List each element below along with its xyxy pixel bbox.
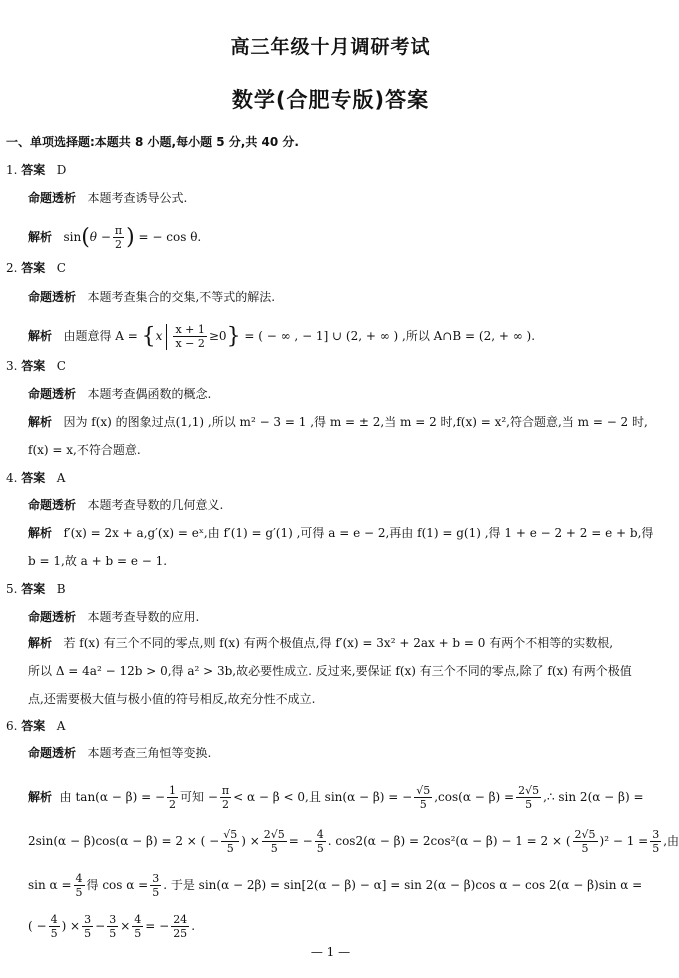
- q6-l4-b: ) ×: [61, 919, 81, 933]
- analysis-label: 解析: [28, 790, 53, 804]
- q6-l1-c: < α − β < 0,且 sin(α − β) = −: [233, 790, 413, 804]
- question-5-intent: [28, 610, 199, 625]
- q6-l4-a: ( −: [28, 919, 47, 933]
- q6-l2-b: ) ×: [241, 834, 260, 848]
- question-2-analysis: [28, 323, 535, 350]
- q6-l2-f: ,由: [663, 834, 679, 848]
- analysis-label: 解析: [28, 230, 53, 244]
- q6-l4-c: −: [95, 919, 106, 933]
- q2-math-post: = ( − ∞ , − 1] ∪ (2, + ∞ ) ,所以 A∩B = (2, + ∞ ).: [244, 329, 536, 343]
- q2-rbrace: }: [226, 324, 241, 349]
- question-number: 1.: [6, 163, 18, 177]
- q6-l3-c: . 于是 sin(α − 2β) = sin[2(α − β) − α] = sin 2(α − β)cos α − cos 2(α − β)sin α =: [163, 878, 643, 892]
- q6-l1-b: 可知 −: [180, 790, 218, 804]
- q1-theta: θ −: [89, 230, 111, 244]
- q6-l1-d: ,cos(α − β) =: [434, 790, 515, 804]
- q6-l1-frac-4: $\frac{2√5}{5}$: [518, 784, 540, 811]
- answer-choice: D: [56, 163, 67, 177]
- q5-line-2: 所以 Δ = 4a² − 12b > 0,得 a² > 3b,故必要性成立. 反过来,要保证 f(x) 有三个不同的零点,除了 f(x) 有两个极值: [28, 664, 632, 678]
- question-6-analysis-line-4: [28, 913, 195, 940]
- q6-l3-frac-1: $\frac{4}{5}$: [75, 872, 83, 899]
- question-6-answer: [6, 719, 65, 734]
- question-4-answer: [6, 471, 65, 486]
- q2-math-pre: 由题意得 A =: [63, 329, 138, 343]
- intent-text: 本题考查诱导公式.: [87, 191, 188, 205]
- intent-text: 本题考查偶函数的概念.: [87, 387, 212, 401]
- question-1-analysis: [28, 224, 201, 251]
- question-5-answer: [6, 582, 66, 597]
- intent-text: 本题考查导数的几何意义.: [87, 498, 224, 512]
- analysis-label: 解析: [28, 415, 53, 429]
- q6-l2-e: )² − 1 =: [599, 834, 649, 848]
- q6-l1-frac-1: $\frac{1}{2}$: [169, 784, 177, 811]
- section-heading: 一、单项选择题:本题共 8 小题,每小题 5 分,共 40 分.: [6, 135, 299, 149]
- intent-text: 本题考查导数的应用.: [87, 610, 200, 624]
- q6-l2-frac-3: $\frac{4}{5}$: [316, 828, 324, 855]
- intent-text: 本题考查集合的交集,不等式的解法.: [87, 290, 276, 304]
- q5-line-3: 点,还需要极大值与极小值的符号相反,故充分性不成立.: [28, 692, 316, 706]
- analysis-label: 解析: [28, 526, 53, 540]
- q1-math-pre: sin: [63, 230, 82, 244]
- q6-l4-frac-3: $\frac{3}{5}$: [109, 913, 117, 940]
- q6-l2-a: 2sin(α − β)cos(α − β) = 2 × ( −: [28, 834, 220, 848]
- intent-label: 命题透析: [28, 290, 77, 304]
- q6-l1-a: 由 tan(α − β) = −: [59, 790, 166, 804]
- q6-l1-frac-2: $\frac{\pi}{2}$: [221, 784, 230, 811]
- question-1-intent: [28, 191, 187, 206]
- question-6-analysis-line-1: [28, 784, 644, 811]
- question-6-intent: [28, 746, 211, 761]
- question-number: 5.: [6, 582, 18, 596]
- intent-label: 命题透析: [28, 498, 77, 512]
- question-6-analysis-line-3: [28, 872, 642, 899]
- q6-l4-d: ×: [120, 919, 131, 933]
- question-6-analysis-line-2: [28, 828, 679, 855]
- q6-l1-frac-3: $\frac{√5}{5}$: [416, 784, 431, 811]
- answer-choice: A: [56, 471, 66, 485]
- answer-label: 答案: [21, 163, 46, 177]
- q2-divider: [166, 324, 167, 350]
- question-3-intent: [28, 387, 211, 402]
- q6-l2-d: . cos2(α − β) = 2cos²(α − β) − 1 = 2 × (: [327, 834, 571, 848]
- q6-l3-a: sin α =: [28, 878, 72, 892]
- q6-l3-b: 得 cos α =: [86, 878, 149, 892]
- answer-choice: A: [56, 719, 66, 733]
- exam-title: 高三年级十月调研考试: [230, 36, 431, 58]
- q5-line-1: 若 f(x) 有三个不同的零点,则 f(x) 有两个极值点,得 f′(x) = 3x² + 2ax + b = 0 有两个不相等的实数根,: [63, 636, 614, 650]
- q6-l4-frac-2: $\frac{3}{5}$: [84, 913, 92, 940]
- q6-l2-frac-5: $\frac{3}{5}$: [652, 828, 660, 855]
- q3-line-1: 因为 f(x) 的图象过点(1,1) ,所以 m² − 3 = 1 ,得 m = ± 2,当 m = 2 时,f(x) = x²,符合题意,当 m = − 2 时,: [63, 415, 648, 429]
- question-2-intent: [28, 290, 275, 305]
- q1-lparen: (: [81, 225, 90, 250]
- question-number: 4.: [6, 471, 18, 485]
- question-number: 2.: [6, 261, 18, 275]
- answer-choice: B: [56, 582, 66, 596]
- q6-l4-frac-5: $\frac{24}{25}$: [173, 913, 188, 940]
- answer-label: 答案: [21, 582, 46, 596]
- intent-label: 命题透析: [28, 191, 77, 205]
- q3-line-2: f(x) = x,不符合题意.: [28, 443, 141, 457]
- question-1-answer: [6, 163, 66, 178]
- q6-l4-frac-1: $\frac{4}{5}$: [50, 913, 58, 940]
- q6-l2-frac-4: $\frac{2√5}{5}$: [574, 828, 596, 855]
- q6-l4-f: .: [191, 919, 196, 933]
- answer-choice: C: [56, 261, 66, 275]
- question-3-answer: [6, 359, 66, 374]
- q2-x: x: [155, 329, 163, 343]
- question-4-intent: [28, 498, 223, 513]
- q6-l4-frac-4: $\frac{4}{5}$: [134, 913, 142, 940]
- question-5-analysis: [28, 636, 613, 651]
- q2-lbrace: {: [141, 324, 156, 349]
- q2-fraction: $\frac{x + 1}{x - 2}$: [175, 323, 205, 350]
- intent-label: 命题透析: [28, 610, 77, 624]
- exam-subtitle: 数学(合肥专版)答案: [231, 88, 430, 112]
- analysis-label: 解析: [28, 329, 53, 343]
- q6-l2-frac-1: $\frac{√5}{5}$: [223, 828, 238, 855]
- question-number: 6.: [6, 719, 18, 733]
- q4-line-1: f′(x) = 2x + a,g′(x) = eˣ,由 f′(1) = g′(1) ,可得 a = e − 2,再由 f(1) = g(1) ,得 1 + e − 2 + 2 = e + b,得: [63, 526, 654, 540]
- analysis-label: 解析: [28, 636, 53, 650]
- question-2-answer: [6, 261, 66, 276]
- q6-l2-frac-2: $\frac{2√5}{5}$: [263, 828, 285, 855]
- q2-cond: ≥0: [208, 329, 227, 343]
- q1-rparen: ): [126, 225, 135, 250]
- q1-math-post: = − cos θ.: [138, 230, 202, 244]
- q6-l2-c: = −: [288, 834, 313, 848]
- intent-text: 本题考查三角恒等变换.: [87, 746, 212, 760]
- answer-choice: C: [56, 359, 66, 373]
- intent-label: 命题透析: [28, 746, 77, 760]
- q6-l3-frac-2: $\frac{3}{5}$: [152, 872, 160, 899]
- q1-pi-fraction: $\frac{\pi}{2}$: [114, 224, 123, 251]
- q6-l4-e: = −: [145, 919, 170, 933]
- question-number: 3.: [6, 359, 18, 373]
- answer-label: 答案: [21, 359, 46, 373]
- question-4-analysis: [28, 526, 653, 541]
- question-3-analysis: [28, 415, 648, 430]
- page-number: — 1 —: [310, 945, 351, 959]
- q6-l1-e: ,∴ sin 2(α − β) =: [543, 790, 644, 804]
- answer-label: 答案: [21, 261, 46, 275]
- intent-label: 命题透析: [28, 387, 77, 401]
- answer-label: 答案: [21, 719, 46, 733]
- answer-label: 答案: [21, 471, 46, 485]
- q4-line-2: b = 1,故 a + b = e − 1.: [28, 554, 168, 568]
